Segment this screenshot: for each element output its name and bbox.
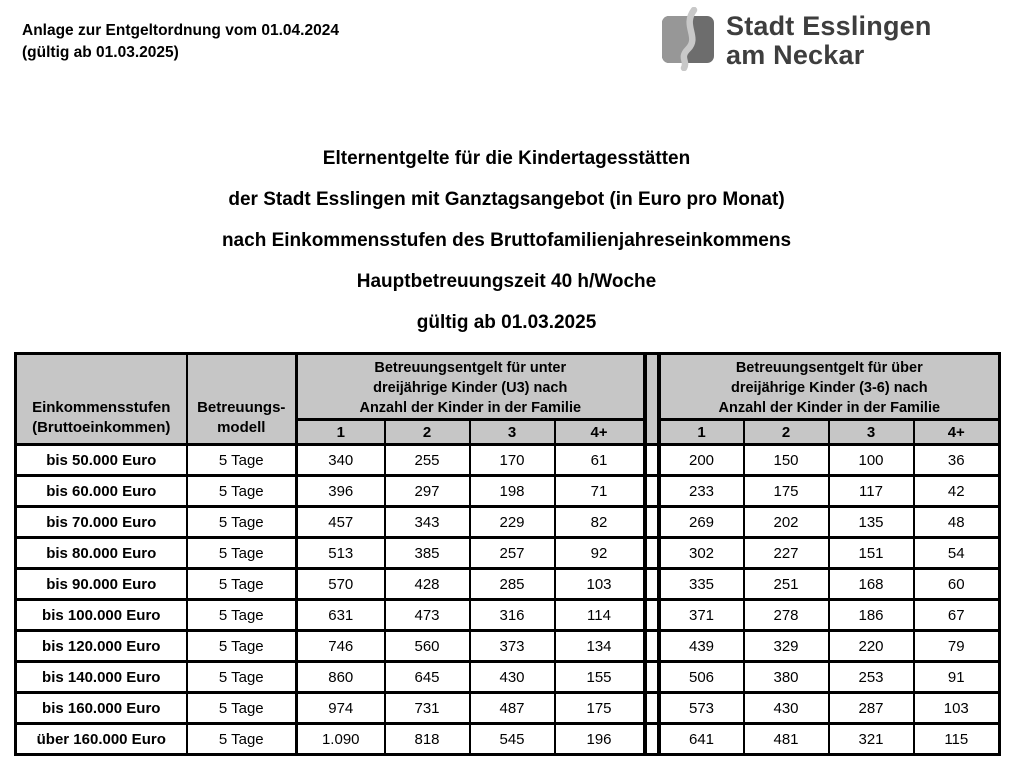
income-cell: bis 120.000 Euro (16, 631, 187, 662)
fee-o3-cell: 278 (744, 600, 829, 631)
model-column-header (187, 354, 297, 445)
table-row (16, 507, 1000, 538)
fee-u3-cell: 82 (555, 507, 645, 538)
fee-o3-cell: 54 (914, 538, 1000, 569)
fee-o3-cell: 481 (744, 724, 829, 755)
attachment-note-line2: (gültig ab 01.03.2025) (22, 44, 179, 61)
fee-o3-cell: 287 (829, 693, 914, 724)
group-header-u3 (297, 354, 645, 420)
fee-o3-cell: 220 (829, 631, 914, 662)
fee-o3-cell: 573 (659, 693, 744, 724)
fee-o3-cell: 67 (914, 600, 1000, 631)
city-logo-wordmark (726, 12, 932, 70)
logo-text-line1: Stadt Esslingen (726, 11, 932, 41)
fee-o3-cell: 115 (914, 724, 1000, 755)
fee-o3-cell: 91 (914, 662, 1000, 693)
u3-header-line1: Betreuungsentgelt für unter (374, 360, 567, 376)
u3-subcol-3: 3 (470, 420, 555, 445)
fee-u3-cell: 255 (385, 445, 470, 476)
fee-o3-cell: 103 (914, 693, 1000, 724)
income-header-line1: Einkommensstufen (32, 399, 171, 416)
fee-o3-cell: 186 (829, 600, 914, 631)
attachment-note-line1: Anlage zur Entgeltordnung vom 01.04.2024 (22, 22, 339, 39)
table-row (16, 538, 1000, 569)
fee-u3-cell: 170 (470, 445, 555, 476)
income-column-header (16, 354, 187, 445)
fee-o3-cell: 200 (659, 445, 744, 476)
fee-u3-cell: 473 (385, 600, 470, 631)
fee-o3-cell: 439 (659, 631, 744, 662)
model-cell: 5 Tage (187, 631, 297, 662)
fee-u3-cell: 61 (555, 445, 645, 476)
fee-u3-cell: 645 (385, 662, 470, 693)
fee-u3-cell: 92 (555, 538, 645, 569)
fee-u3-cell: 340 (297, 445, 385, 476)
table-row (16, 724, 1000, 755)
table-row (16, 445, 1000, 476)
fee-u3-cell: 373 (470, 631, 555, 662)
fee-u3-cell: 560 (385, 631, 470, 662)
table-row (16, 569, 1000, 600)
income-cell: bis 160.000 Euro (16, 693, 187, 724)
fee-o3-cell: 371 (659, 600, 744, 631)
income-cell: bis 50.000 Euro (16, 445, 187, 476)
fee-u3-cell: 746 (297, 631, 385, 662)
fee-o3-cell: 175 (744, 476, 829, 507)
group-separator-cell (645, 476, 659, 507)
group-separator-cell (645, 445, 659, 476)
fee-u3-cell: 818 (385, 724, 470, 755)
group-separator-cell (645, 600, 659, 631)
fee-o3-cell: 506 (659, 662, 744, 693)
group-separator-cell (645, 538, 659, 569)
fee-u3-cell: 175 (555, 693, 645, 724)
model-cell: 5 Tage (187, 600, 297, 631)
fee-o3-cell: 380 (744, 662, 829, 693)
fee-u3-cell: 285 (470, 569, 555, 600)
fee-o3-cell: 335 (659, 569, 744, 600)
o3-subcol-3: 3 (829, 420, 914, 445)
group-separator-cell (645, 631, 659, 662)
fee-o3-cell: 302 (659, 538, 744, 569)
model-cell: 5 Tage (187, 445, 297, 476)
fee-o3-cell: 641 (659, 724, 744, 755)
o3-header-line1: Betreuungsentgelt für über (735, 360, 923, 376)
model-cell: 5 Tage (187, 507, 297, 538)
group-separator-cell (645, 693, 659, 724)
income-cell: bis 60.000 Euro (16, 476, 187, 507)
fee-u3-cell: 570 (297, 569, 385, 600)
u3-subcol-1: 1 (297, 420, 385, 445)
model-cell: 5 Tage (187, 476, 297, 507)
table-row (16, 600, 1000, 631)
income-cell: über 160.000 Euro (16, 724, 187, 755)
u3-subcol-4plus: 4+ (555, 420, 645, 445)
income-cell: bis 80.000 Euro (16, 538, 187, 569)
logo-text-line2: am Neckar (726, 40, 865, 70)
fee-u3-cell: 457 (297, 507, 385, 538)
o3-subcol-1: 1 (659, 420, 744, 445)
o3-subcol-2: 2 (744, 420, 829, 445)
group-header-over3 (659, 354, 1000, 420)
u3-subcol-2: 2 (385, 420, 470, 445)
fee-o3-cell: 168 (829, 569, 914, 600)
fee-u3-cell: 396 (297, 476, 385, 507)
model-cell: 5 Tage (187, 538, 297, 569)
fee-u3-cell: 731 (385, 693, 470, 724)
fee-o3-cell: 135 (829, 507, 914, 538)
u3-header-line3: Anzahl der Kinder in der Familie (359, 400, 582, 416)
fee-table-container (14, 352, 1001, 756)
table-row (16, 476, 1000, 507)
fee-u3-cell: 198 (470, 476, 555, 507)
title-line-4: Hauptbetreuungszeit 40 h/Woche (356, 271, 657, 292)
title-line-1: Elternentgelte für die Kindertagesstätten (322, 148, 691, 169)
fee-o3-cell: 321 (829, 724, 914, 755)
fee-u3-cell: 155 (555, 662, 645, 693)
fee-o3-cell: 42 (914, 476, 1000, 507)
o3-header-line3: Anzahl der Kinder in der Familie (718, 400, 941, 416)
fee-u3-cell: 343 (385, 507, 470, 538)
fee-u3-cell: 1.090 (297, 724, 385, 755)
fee-u3-cell: 71 (555, 476, 645, 507)
fee-u3-cell: 631 (297, 600, 385, 631)
fee-u3-cell: 134 (555, 631, 645, 662)
model-header-line2: modell (217, 419, 266, 436)
table-row (16, 693, 1000, 724)
fee-u3-cell: 385 (385, 538, 470, 569)
fee-o3-cell: 253 (829, 662, 914, 693)
income-cell: bis 100.000 Euro (16, 600, 187, 631)
group-separator-cell (645, 724, 659, 755)
model-cell: 5 Tage (187, 569, 297, 600)
fee-u3-cell: 974 (297, 693, 385, 724)
fee-u3-cell: 860 (297, 662, 385, 693)
fee-u3-cell: 513 (297, 538, 385, 569)
fee-o3-cell: 79 (914, 631, 1000, 662)
model-header-line1: Betreuungs- (197, 399, 286, 416)
fee-o3-cell: 48 (914, 507, 1000, 538)
group-separator-cell (645, 507, 659, 538)
title-line-3: nach Einkommensstufen des Bruttofamilienjahreseinkommens (221, 230, 792, 251)
fee-u3-cell: 487 (470, 693, 555, 724)
income-cell: bis 140.000 Euro (16, 662, 187, 693)
fee-o3-cell: 151 (829, 538, 914, 569)
fee-o3-cell: 227 (744, 538, 829, 569)
fee-o3-cell: 36 (914, 445, 1000, 476)
fee-u3-cell: 430 (470, 662, 555, 693)
table-row (16, 662, 1000, 693)
fee-o3-cell: 150 (744, 445, 829, 476)
fee-u3-cell: 428 (385, 569, 470, 600)
group-separator-cell (645, 662, 659, 693)
table-row (16, 631, 1000, 662)
income-cell: bis 90.000 Euro (16, 569, 187, 600)
city-logo-icon (660, 7, 716, 76)
fee-o3-cell: 329 (744, 631, 829, 662)
fee-u3-cell: 545 (470, 724, 555, 755)
fee-table (14, 352, 1001, 756)
fee-o3-cell: 251 (744, 569, 829, 600)
fee-u3-cell: 297 (385, 476, 470, 507)
income-cell: bis 70.000 Euro (16, 507, 187, 538)
fee-u3-cell: 316 (470, 600, 555, 631)
document-title (0, 138, 1013, 343)
o3-subcol-4plus: 4+ (914, 420, 1000, 445)
u3-header-line2: dreijährige Kinder (U3) nach (373, 380, 568, 396)
fee-table-body (16, 445, 1000, 755)
fee-u3-cell: 114 (555, 600, 645, 631)
o3-header-line2: dreijährige Kinder (3-6) nach (730, 380, 928, 396)
fee-u3-cell: 196 (555, 724, 645, 755)
fee-o3-cell: 60 (914, 569, 1000, 600)
header-row-groups (16, 354, 1000, 420)
group-separator-cell (645, 569, 659, 600)
model-cell: 5 Tage (187, 724, 297, 755)
model-cell: 5 Tage (187, 693, 297, 724)
fee-u3-cell: 229 (470, 507, 555, 538)
fee-o3-cell: 202 (744, 507, 829, 538)
fee-o3-cell: 117 (829, 476, 914, 507)
fee-u3-cell: 257 (470, 538, 555, 569)
income-header-line2: (Bruttoeinkommen) (32, 419, 171, 436)
fee-table-header (16, 354, 1000, 445)
fee-o3-cell: 269 (659, 507, 744, 538)
group-separator-header (645, 354, 659, 445)
fee-o3-cell: 430 (744, 693, 829, 724)
fee-u3-cell: 103 (555, 569, 645, 600)
fee-o3-cell: 233 (659, 476, 744, 507)
attachment-note (22, 20, 339, 64)
fee-o3-cell: 100 (829, 445, 914, 476)
model-cell: 5 Tage (187, 662, 297, 693)
title-line-2: der Stadt Esslingen mit Ganztagsangebot (in Euro pro Monat) (228, 189, 785, 210)
title-line-5: gültig ab 01.03.2025 (416, 312, 597, 333)
